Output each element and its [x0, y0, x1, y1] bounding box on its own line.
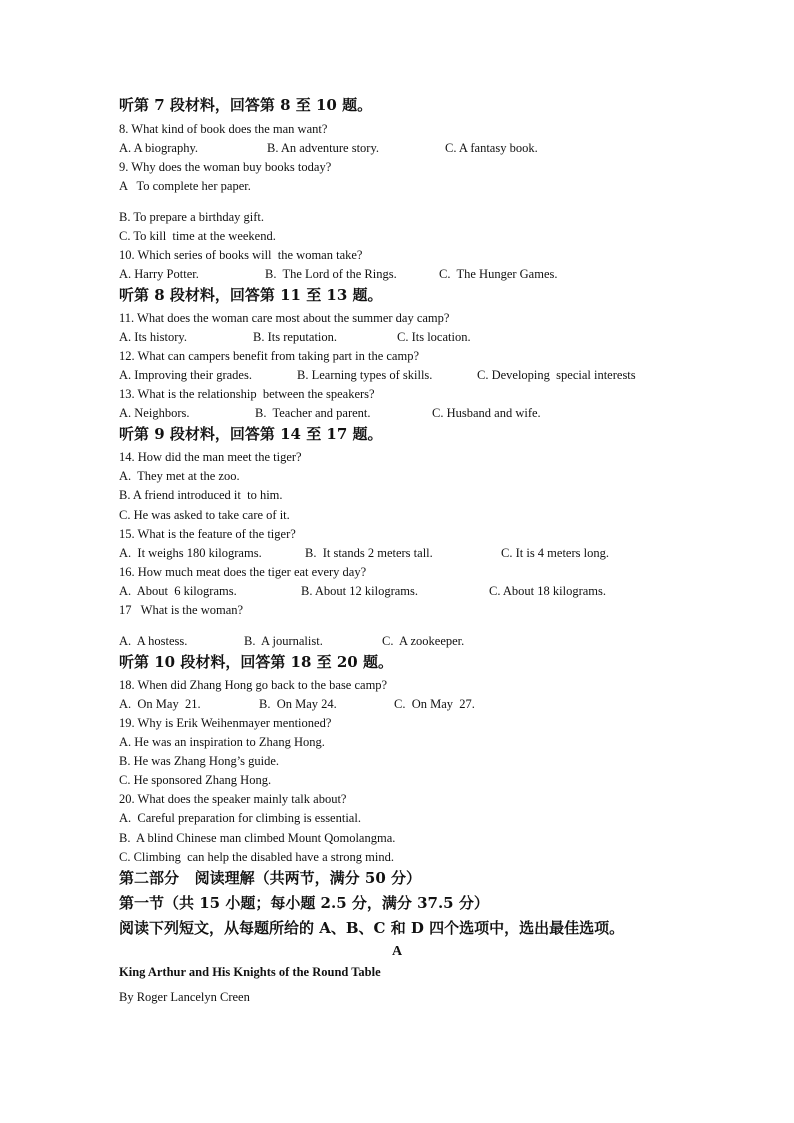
- question-16-option-a: A. About 6 kilograms.: [119, 584, 237, 598]
- question-20-option-a: A. Careful preparation for climbing is essential.: [119, 811, 361, 825]
- question-11-stem: 11. What does the woman care most about the summer day camp?: [119, 311, 450, 325]
- question-9-option-b: B. To prepare a birthday gift.: [119, 210, 265, 224]
- question-18-stem: 18. When did Zhang Hong go back to the base camp?: [119, 678, 388, 692]
- question-10-option-a: A. Harry Potter.: [119, 267, 199, 281]
- question-12-stem: 12. What can campers benefit from taking part in the camp?: [119, 349, 419, 363]
- reading-instruction: 阅读下列短文，从每题所给的 A、B、C 和 D 四个选项中，选出最佳选项。: [119, 919, 625, 937]
- question-19-stem: 19. Why is Erik Weihenmayer mentioned?: [119, 716, 332, 730]
- question-18-option-a: A. On May 21.: [119, 697, 201, 711]
- question-15-stem: 15. What is the feature of the tiger?: [119, 527, 296, 541]
- section-heading-9: 听第 9 段材料，回答第 14 至 17 题。: [119, 425, 383, 443]
- question-10-option-b: B. The Lord of the Rings.: [265, 267, 397, 281]
- question-9-stem: 9. Why does the woman buy books today?: [119, 160, 332, 174]
- question-12-option-b: B. Learning types of skills.: [297, 368, 433, 382]
- question-8-stem: 8. What kind of book does the man want?: [119, 122, 328, 136]
- question-17-option-c: C. A zookeeper.: [382, 634, 465, 648]
- question-16-option-c: C. About 18 kilograms.: [489, 584, 607, 598]
- question-8-option-c: C. A fantasy book.: [445, 141, 538, 155]
- question-16-stem: 16. How much meat does the tiger eat every day?: [119, 565, 367, 579]
- part-two-heading: 第二部分 阅读理解（共两节，满分 50 分）: [119, 869, 421, 887]
- question-17-option-a: A. A hostess.: [119, 634, 188, 648]
- question-14-stem: 14. How did the man meet the tiger?: [119, 450, 302, 464]
- question-15-option-c: C. It is 4 meters long.: [501, 546, 609, 560]
- section-heading-8: 听第 8 段材料，回答第 11 至 13 题。: [119, 286, 383, 304]
- question-14-option-c: C. He was asked to take care of it.: [119, 508, 290, 522]
- question-9-option-c: C. To kill time at the weekend.: [119, 229, 276, 243]
- question-17-stem: 17 What is the woman?: [119, 603, 244, 617]
- question-18-option-b: B. On May 24.: [259, 697, 337, 711]
- question-11-option-c: C. Its location.: [397, 330, 471, 344]
- question-20-stem: 20. What does the speaker mainly talk about?: [119, 792, 347, 806]
- question-19-option-b: B. He was Zhang Hong’s guide.: [119, 754, 280, 768]
- question-12-option-c: C. Developing special interests: [477, 368, 636, 382]
- question-13-option-a: A. Neighbors.: [119, 406, 190, 420]
- question-13-option-c: C. Husband and wife.: [432, 406, 541, 420]
- question-15-option-b: B. It stands 2 meters tall.: [305, 546, 433, 560]
- question-11-option-a: A. Its history.: [119, 330, 187, 344]
- question-19-option-c: C. He sponsored Zhang Hong.: [119, 773, 272, 787]
- question-13-option-b: B. Teacher and parent.: [255, 406, 371, 420]
- book-author: By Roger Lancelyn Creen: [119, 990, 250, 1004]
- question-11-option-b: B. Its reputation.: [253, 330, 338, 344]
- question-12-option-a: A. Improving their grades.: [119, 368, 252, 382]
- question-19-option-a: A. He was an inspiration to Zhang Hong.: [119, 735, 325, 749]
- question-13-stem: 13. What is the relationship between the speakers?: [119, 387, 375, 401]
- question-14-option-b: B. A friend introduced it to him.: [119, 488, 283, 502]
- question-17-option-b: B. A journalist.: [244, 634, 323, 648]
- question-15-option-a: A. It weighs 180 kilograms.: [119, 546, 262, 560]
- question-8-option-a: A. A biography.: [119, 141, 199, 155]
- question-14-option-a: A. They met at the zoo.: [119, 469, 240, 483]
- question-8-option-b: B. An adventure story.: [267, 141, 380, 155]
- passage-letter: A: [391, 944, 403, 959]
- question-9-option-a: A To complete her paper.: [119, 179, 251, 193]
- book-title: King Arthur and His Knights of the Round Table: [119, 965, 381, 979]
- question-10-stem: 10. Which series of books will the woman take?: [119, 248, 363, 262]
- question-10-option-c: C. The Hunger Games.: [439, 267, 558, 281]
- section-heading-7: 听第 7 段材料，回答第 8 至 10 题。: [119, 96, 373, 114]
- question-20-option-b: B. A blind Chinese man climbed Mount Qomolangma.: [119, 831, 396, 845]
- question-18-option-c: C. On May 27.: [394, 697, 475, 711]
- question-16-option-b: B. About 12 kilograms.: [301, 584, 419, 598]
- section-one-heading: 第一节（共 15 小题；每小题 2.5 分，满分 37.5 分）: [119, 894, 489, 912]
- question-20-option-c: C. Climbing can help the disabled have a strong mind.: [119, 850, 394, 864]
- section-heading-10: 听第 10 段材料，回答第 18 至 20 题。: [119, 653, 393, 671]
